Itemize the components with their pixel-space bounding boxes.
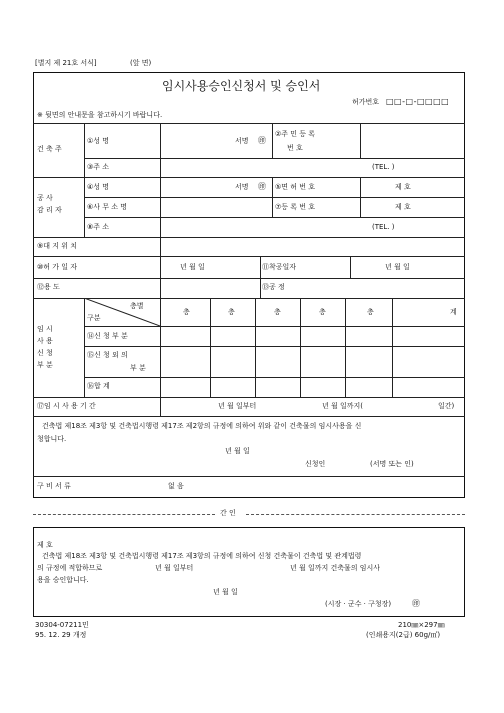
contractor-name-label: ④성 명 bbox=[87, 183, 110, 191]
footer-code: 30304-07211민 bbox=[35, 621, 89, 629]
page-title: 임시사용승인신청서 및 승인서 bbox=[162, 79, 321, 93]
approval-text-3: 용을 승인합니다. bbox=[37, 576, 89, 584]
form-side: (앞 면) bbox=[130, 59, 152, 67]
contractor-address-label: ⑧주 소 bbox=[87, 223, 110, 231]
permit-date-value: 년 월 일 bbox=[180, 263, 205, 271]
area-section-label-2: 사 용 bbox=[37, 337, 53, 345]
period-from: 년 월 일부터 bbox=[218, 402, 257, 410]
owner-address-label: ③주 소 bbox=[87, 163, 110, 171]
footer-paper: (인쇄용지(2급) 60g/㎡) bbox=[366, 631, 441, 639]
process-label: ⑬공 정 bbox=[262, 283, 285, 291]
area-row-other-2: 부 분 bbox=[130, 364, 146, 372]
contractor-office-label: ⑥사 무 소 명 bbox=[87, 203, 127, 211]
use-label: ⑫용 도 bbox=[37, 283, 60, 291]
contractor-reg-value: 제 호 bbox=[395, 203, 411, 211]
contractor-tel: (TEL. ) bbox=[372, 223, 395, 231]
application-form bbox=[33, 72, 465, 498]
floor-col-1: 층 bbox=[183, 308, 190, 316]
owner-seal-icon: ㊞ bbox=[258, 136, 266, 145]
owner-resident-label: ②주 민 등 록 bbox=[275, 130, 315, 138]
cut-line-left bbox=[33, 514, 215, 515]
footer-size: 210㎜×297㎜ bbox=[398, 621, 445, 629]
floor-col-5: 층 bbox=[367, 308, 374, 316]
declaration-text-2: 청합니다. bbox=[37, 435, 67, 443]
owner-section-label: 건 축 주 bbox=[37, 145, 62, 153]
cut-line-right bbox=[246, 514, 465, 515]
contractor-seal-icon: ㊞ bbox=[258, 182, 266, 191]
contractor-license-value: 제 호 bbox=[395, 183, 411, 191]
declaration-date: 년 월 일 bbox=[225, 447, 250, 455]
owner-sign-label: 서명 bbox=[235, 137, 249, 145]
area-row-applied: ⑭신 청 부 분 bbox=[87, 332, 128, 340]
approval-date: 년 월 일 bbox=[213, 588, 238, 596]
approval-box bbox=[33, 527, 465, 617]
start-date-label: ⑪착공일자 bbox=[262, 263, 297, 271]
area-section-label-4: 부 분 bbox=[37, 361, 53, 369]
approval-number: 제 호 bbox=[37, 541, 53, 549]
form-reference: [별지 제 21호 서식] bbox=[35, 59, 97, 67]
contractor-section-label: 공 사 bbox=[37, 194, 53, 202]
floor-col-3: 층 bbox=[274, 308, 281, 316]
permit-date-label: ⑩허 가 일 자 bbox=[37, 263, 77, 271]
permit-number-mask: □□-□-□□□□ bbox=[386, 97, 450, 106]
gubun-header: 구분 bbox=[87, 314, 101, 322]
notice-text: ※ 뒷면의 안내문을 참고하시기 바랍니다. bbox=[37, 111, 163, 119]
approval-authority: (시장 · 군수 · 구청장) bbox=[325, 600, 392, 608]
footer-revised: 95. 12. 29 개정 bbox=[35, 631, 87, 639]
approval-text-from: 년 월 일부터 bbox=[155, 564, 194, 572]
documents-label: 구 비 서 류 bbox=[37, 482, 71, 490]
owner-tel: (TEL. ) bbox=[372, 163, 395, 171]
site-location-label: ⑨대 지 위 치 bbox=[37, 242, 77, 250]
documents-value: 없 음 bbox=[168, 482, 184, 490]
approval-text-to: 년 월 일까지 건축물의 임시사 bbox=[290, 564, 381, 572]
contractor-section-label-2: 감 리 자 bbox=[37, 206, 62, 214]
applicant-label: 신청인 bbox=[305, 460, 326, 468]
area-section-label: 임 시 bbox=[37, 325, 53, 333]
approval-seal-icon: ㊞ bbox=[412, 599, 420, 608]
owner-name-label: ①성 명 bbox=[87, 137, 110, 145]
total-col: 계 bbox=[450, 308, 457, 316]
start-date-value: 년 월 일 bbox=[385, 263, 410, 271]
contractor-reg-label: ⑦등 록 번 호 bbox=[275, 203, 315, 211]
period-label: ⑰임 시 사 용 기 간 bbox=[37, 402, 96, 410]
floor-header: 층별 bbox=[130, 302, 144, 310]
period-days: 일간) bbox=[438, 402, 455, 410]
approval-text-2: 의 규정에 적합하므로 bbox=[37, 564, 103, 572]
contractor-license-label: ⑤면 허 번 호 bbox=[275, 183, 315, 191]
declaration-text: 건축법 제18조 제3항 및 건축법시행령 제17조 제2항의 규정에 의하여 위와 같이 건축물의 임시사용을 신 bbox=[42, 422, 362, 430]
permit-number-label: 허가번호 bbox=[352, 98, 380, 106]
contractor-sign-label: 서명 bbox=[235, 183, 249, 191]
owner-resident-label-2: 번 호 bbox=[287, 144, 303, 152]
area-section-label-3: 신 청 bbox=[37, 349, 53, 357]
cut-line-label: 간 인 bbox=[220, 509, 236, 517]
area-row-other: ⑮신 청 외 의 bbox=[87, 351, 128, 359]
floor-col-4: 층 bbox=[319, 308, 326, 316]
approval-text: 건축법 제18조 제3항 및 건축법시행령 제17조 제3항의 규정에 의하여 신청 건축물이 건축법 및 관계법령 bbox=[42, 552, 362, 560]
applicant-sign-hint: (서명 또는 인) bbox=[370, 460, 414, 468]
floor-col-2: 층 bbox=[228, 308, 235, 316]
period-to: 년 월 일까지( bbox=[322, 402, 363, 410]
area-row-total: ⑯합 계 bbox=[87, 382, 110, 390]
